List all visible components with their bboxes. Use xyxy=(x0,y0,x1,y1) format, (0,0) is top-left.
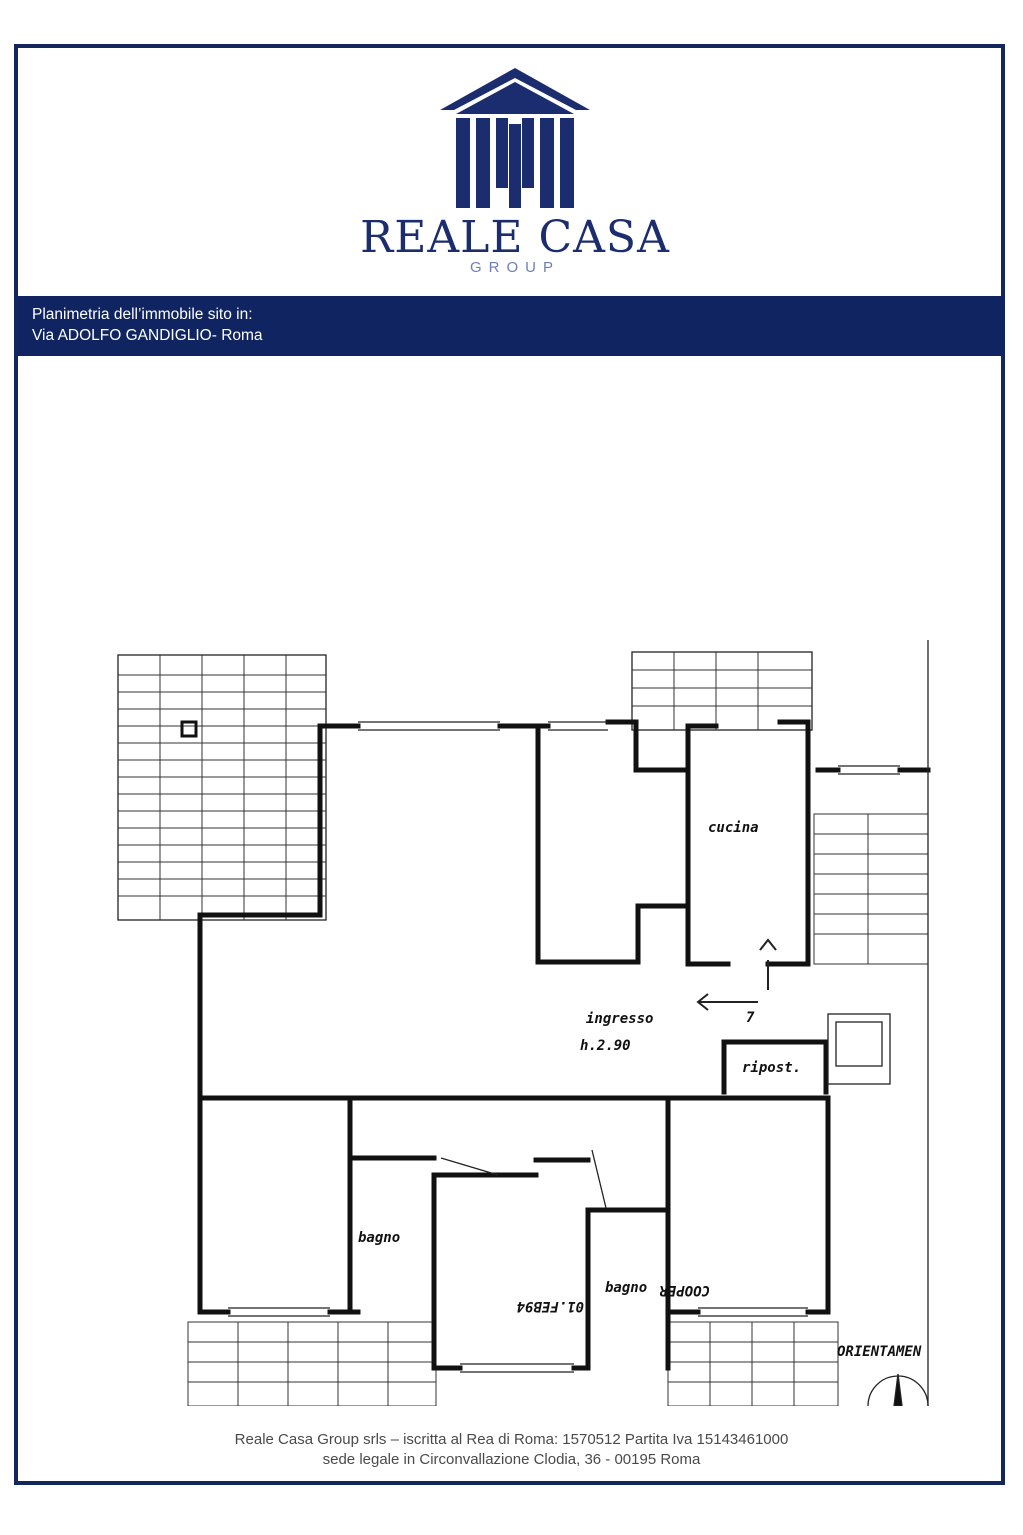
room-label-bagno-2: bagno xyxy=(605,1280,648,1296)
walls xyxy=(200,722,928,1368)
company-logo xyxy=(360,64,670,284)
banner-title: Planimetria dell’immobile sito in: xyxy=(32,306,253,323)
floor-plan-drawing xyxy=(108,630,936,1406)
brand-subtitle: GROUP xyxy=(469,259,560,276)
terrace-bottom-right xyxy=(668,1322,838,1406)
compass-icon xyxy=(868,1374,928,1406)
footer-line-1: Reale Casa Group srls – iscritta al Rea di Roma: 1570512 Partita Iva 15143461000 xyxy=(234,1431,789,1448)
company-footer xyxy=(18,1430,1005,1470)
room-label-bagno-1: bagno xyxy=(358,1230,401,1246)
terrace-top-left xyxy=(118,655,326,920)
footer-line-2: sede legale in Circonvallazione Clodia, 36 - 00195 Roma xyxy=(322,1451,701,1468)
date-stamp: 01.FEB94 xyxy=(516,1298,584,1314)
building-columns-logo-icon xyxy=(360,64,670,214)
brand-name: REALE CASA xyxy=(360,212,670,263)
staircase xyxy=(814,814,928,964)
floor-plan xyxy=(108,630,936,1406)
window-lines xyxy=(228,640,928,1406)
room-label-ripostiglio: ripost. xyxy=(742,1060,802,1076)
cooper-stamp: COOPER xyxy=(659,1282,710,1298)
address-banner xyxy=(18,296,1005,356)
room-label-ingresso: ingresso xyxy=(586,1011,654,1027)
entrance-arrows xyxy=(698,940,776,1010)
banner-address: Via ADOLFO GANDIGLIO- Roma xyxy=(32,327,263,344)
room-height-label: h.2.90 xyxy=(580,1038,631,1054)
room-label-cucina: cucina xyxy=(708,820,759,836)
balcony-top-right xyxy=(632,652,812,730)
orientation-label: ORIENTAMEN xyxy=(837,1344,922,1360)
step-mark: 7 xyxy=(746,1010,755,1026)
terrace-bottom-left xyxy=(188,1322,436,1406)
